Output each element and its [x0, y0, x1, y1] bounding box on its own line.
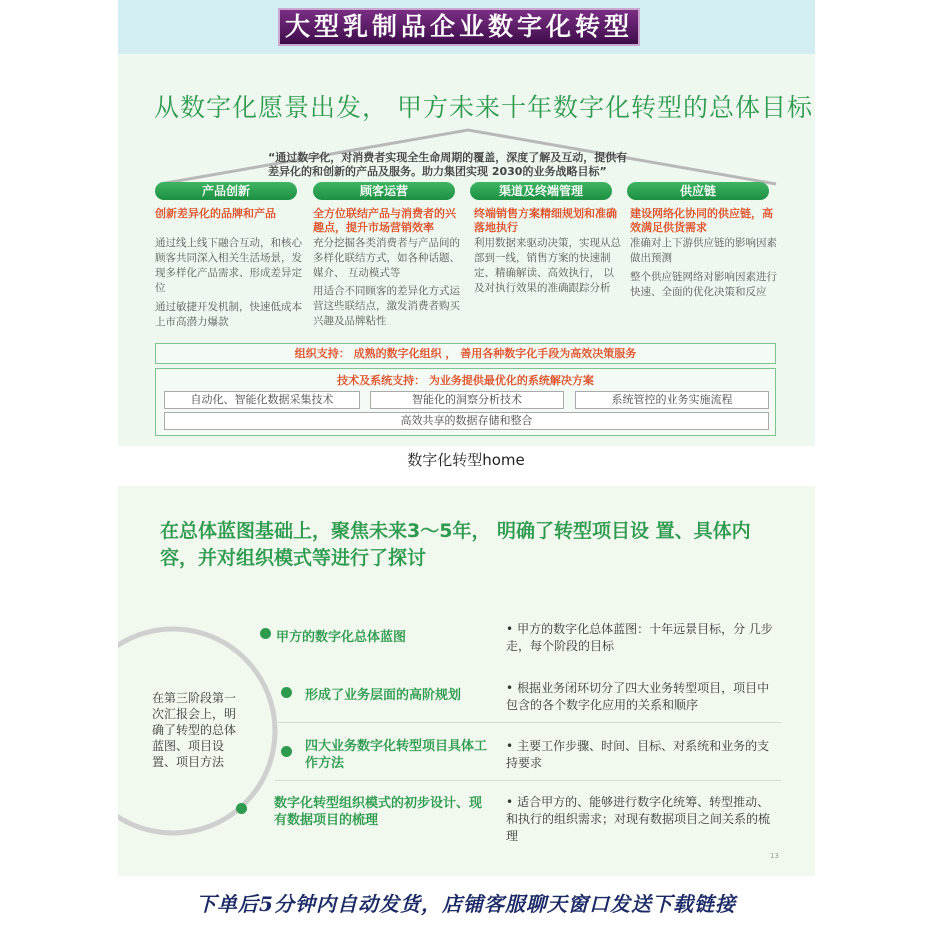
item-description: • 适合甲方的、能够进行数字化统筹、转型推动、和执行的组织需求；对现有数据项目之间关系的梳理: [506, 795, 771, 843]
timeline-dot: [281, 687, 292, 698]
image-caption: 数字化转型home: [407, 451, 525, 469]
column-subtitle: 建设网络化协同的供应链，高效满足供货需求: [630, 207, 773, 234]
timeline-dot: [281, 746, 292, 757]
item-description: • 甲方的数字化总体蓝图：十年远景目标，分 几步走，每个阶段的目标: [506, 622, 773, 653]
bullet-icon: •: [506, 681, 514, 695]
footer-notice: 下单后5分钟内自动发货，店铺客服聊天窗口发送下载链接: [196, 892, 736, 916]
tech-data-storage: 高效共享的数据存储和整合: [164, 412, 769, 430]
column-body: 充分挖掘各类消费者与产品间的多样化联结方式，如各种话题、媒介、 互动模式等: [313, 237, 460, 279]
timeline-dot: [260, 628, 271, 639]
tech-item: 智能化的洞察分析技术: [370, 391, 564, 409]
column-body: 整个供应链网络对影响因素进行快速、全面的优化决策和反应: [630, 271, 777, 298]
column-header-product-innovation: 产品创新: [155, 182, 297, 200]
slide2-headline: 在总体蓝图基础上，聚焦未来3～5年， 明确了转型项目设 置、具体内容，并对组织模式等进行了探讨: [160, 520, 751, 569]
row-divider: [275, 780, 781, 781]
item-description: • 主要工作步骤、时间、目标、对系统和业务的支持要求: [506, 739, 770, 770]
column-body: 准确对上下游供应链的影响因素做出预测: [630, 237, 777, 264]
item-title: 四大业务数字化转型项目具体工作方法: [305, 739, 488, 771]
column-header-customer-ops: 顾客运营: [313, 182, 455, 200]
column-header-supply-chain: 供应链: [627, 182, 769, 200]
page-number: 13: [770, 852, 779, 860]
column-subtitle: 创新差异化的品牌和产品: [155, 207, 276, 220]
timeline-dot: [236, 803, 247, 814]
column-subtitle: 终端销售方案精细规划和准确落地执行: [474, 207, 617, 234]
title-banner: 大型乳制品企业数字化转型: [278, 8, 640, 46]
item-title: 形成了业务层面的高阶规划: [305, 688, 462, 703]
item-title: 数字化转型组织模式的初步设计、现有数据项目的梳理: [274, 796, 483, 828]
tech-item: 系统管控的业务实施流程: [575, 391, 769, 409]
bullet-icon: •: [506, 622, 514, 636]
column-body: 用适合不同顾客的差异化方式运营这些联结点，激发消费者购买兴趣及品牌粘性: [313, 285, 460, 327]
column-body: 利用数据来驱动决策，实现从总部到一线，销售方案的快速制定、精确解读、高效执行， 以及对执行效果的准确跟踪分析: [474, 237, 621, 294]
tech-support-title: 技术及系统支持： 为业务提供最优化的系统解决方案: [337, 374, 594, 387]
slide1-headline: 从数字化愿景出发， 甲方未来十年数字化转型的总体目标: [154, 93, 813, 122]
row-divider: [275, 722, 781, 723]
tech-support-box: [155, 368, 776, 436]
bullet-icon: •: [506, 739, 514, 753]
stage-summary-text: 在第三阶段第一次汇报会上，明确了转型的总体蓝图、项目设置、项目方法: [152, 691, 237, 769]
org-support-bar: 组织支持： 成熟的数字化组织 ， 善用各种数字化手段为高效决策服务: [155, 343, 776, 364]
slide-digital-vision: [118, 0, 815, 446]
column-header-channel-terminal: 渠道及终端管理: [470, 182, 612, 200]
vision-quote: “通过数字化，对消费者实现全生命周期的覆盖，深度了解及互动，提供有差异化的和创新的产品及服务。助力集团实现 2030的业务战略目标”: [268, 151, 628, 178]
bullet-icon: •: [506, 795, 514, 809]
item-title: 甲方的数字化总体蓝图: [276, 630, 407, 645]
column-body: 通过敏捷开发机制，快速低成本上市高潜力爆款: [155, 301, 302, 328]
slide-transformation-roadmap: [118, 486, 815, 876]
column-subtitle: 全方位联结产品与消费者的兴趣点，提升市场营销效率: [313, 207, 456, 234]
tech-item: 自动化、智能化数据采集技术: [164, 391, 360, 409]
column-body: 通过线上线下融合互动，和核心顾客共同深入相关生活场景，发现多样化产品需求、形成差异定位: [155, 237, 302, 294]
item-description: • 根据业务闭环切分了四大业务转型项目，项目中包含的各个数字化应用的关系和顺序: [506, 681, 770, 712]
